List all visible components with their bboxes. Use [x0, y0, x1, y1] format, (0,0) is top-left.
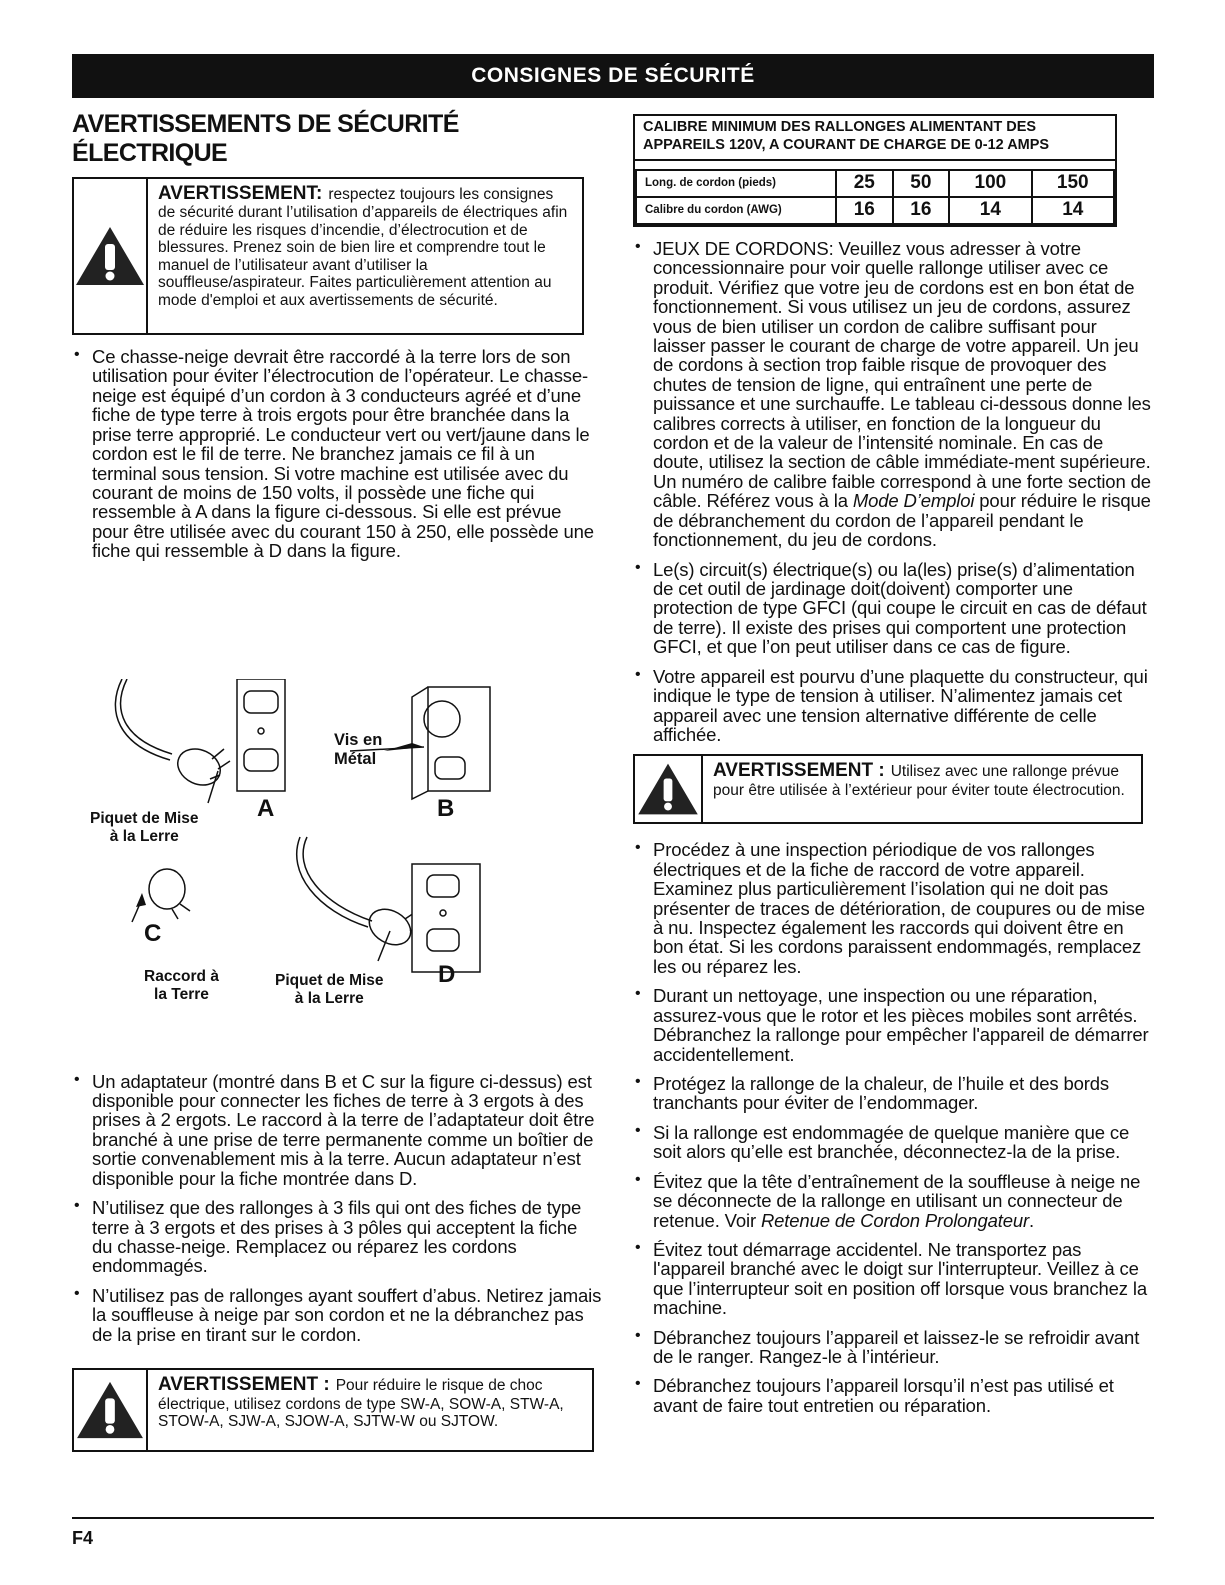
bullet-list-maintenance — [633, 840, 1153, 1415]
section-title: AVERTISSEMENTS DE SÉCURITÉ ÉLECTRIQUE — [72, 110, 459, 167]
item-text: Procédez à une inspection périodique de vos rallonges électriques et de la fiche de raccord de votre appareil. Examinez plus particulièrement l’isolation qui ne doit pas présenter de traces de détérioration, de coupures ou de mise à nu. Inspectez également les raccords qui doivent être en bon état. Si les cordons paraissent endommagés, remplacez les ou réparez les. — [653, 839, 1145, 977]
list-item — [633, 667, 1153, 745]
item-text: Protégez la rallonge de la chaleur, de l’huile et des bords tranchants pour éviter de l’endommager. — [653, 1073, 1110, 1114]
table-cell: 16 — [893, 197, 950, 224]
section-banner: CONSIGNES DE SÉCURITÉ — [72, 54, 1154, 98]
table-caption: CALIBRE MINIMUM DES RALLONGES ALIMENTANT DES APPAREILS 120V, A COURANT DE CHARGE DE 0-12 AMPS — [635, 116, 1115, 161]
table-cell: 150 — [1032, 170, 1114, 197]
list-item: • N’utilisez pas de rallonges ayant souffert d’abus. Netirez jamais la souffleuse à neige par son cordon et ne la débranchez pas de la prise en tirant sur le cordon. — [72, 1286, 602, 1344]
item-text: Débranchez toujours l’appareil lorsqu’il n’est pas utilisé et avant de faire tout entretien ou réparation. — [653, 1375, 1114, 1416]
item-text: Durant un nettoyage, une inspection ou une réparation, assurez-vous que le rotor et les pièces mobiles sont arrêtés. Débranchez la rallonge pour empêcher l'appareil de démarrer accidentellement. — [653, 985, 1149, 1065]
table-row — [636, 170, 1114, 197]
letter-d: D — [438, 960, 456, 988]
letter-b: B — [437, 794, 455, 822]
label-piquet-d: Piquet de Mise à la Lerre — [275, 971, 384, 1008]
gauge-table — [635, 169, 1115, 225]
list-item: • N’utilisez que des rallonges à 3 fils qui ont des fiches de type terre à 3 ergots et des prises à 3 pôles qui acceptent la fiche du chasse-neige. Remplacez ou réparez les cordons endommagés. — [72, 1198, 602, 1276]
item-text: Si la rallonge est endommagée de quelque manière que ce soit alors qu’elle est branchée, déconnectez-la de la prise. — [653, 1121, 1130, 1163]
warning-text-1 — [148, 179, 582, 333]
item-text: Évitez que la tête d’entraînement de la souffleuse à neige ne se déconnecte de la rallonge en utilisant un connecteur de retenue. Voir — [653, 1170, 1141, 1231]
cord-gauge-table — [633, 114, 1117, 227]
warning-triangle-icon — [74, 224, 146, 288]
item-text: . — [1029, 1209, 1035, 1231]
item-text: JEUX DE CORDONS: Veuillez vous adresser à votre concessionnaire pour voir quelle rallonge utiliser avec ce produit. Vérifiez que votre jeu de cordons est en bon état de fonctionnement. Si vous utilisez un jeu de cordons, assurez vous de bien utiliser un cordon de calibre suffisant pour laisser passer le courant de charge de votre appareil. Un jeu de cordons à section trop faible risque de provoquer des chutes de tension de ligne, qui entraînent une perte de puissance et une surchauffe. Le tableau ci-dessous donne les calibres corrects à utiliser, en fonction de la longueur du cordon et de la valeur de l’intensité nominale. En cas de doute, utilisez la section de câble immédiate-ment supérieure. Un numéro de calibre faible correspond à une forte section de câble. Référez vous à la — [653, 237, 1151, 512]
warning-box-1 — [72, 177, 584, 335]
label-vis-en-metal: Vis en Métal — [334, 730, 383, 769]
warning-icon — [74, 179, 148, 333]
table-cell: 50 — [893, 170, 950, 197]
warning-body: Pour réduire le risque de choc électrique, utilisez cordons de type SW-A, SOW-A, STW-A, STOW-A, SJW-A, SJOW-A, SJTW-W ou SJTOW. — [158, 1377, 564, 1431]
table-cell: 16 — [836, 197, 893, 224]
warning-label: AVERTISSEMENT : — [713, 760, 885, 782]
item-text: Le(s) circuit(s) électrique(s) ou la(les) prise(s) d’alimentation de cet outil de jardinage doit(doivent) comporter une protection de type GFCI (qui coupe le circuit en cas de défaut de terre). Il existe des prises qui comportent une protection GFCI, et que l’on peut utiliser dans ce cas de figure. — [653, 558, 1147, 658]
letter-c: C — [144, 919, 162, 947]
list-item — [633, 1172, 1153, 1230]
item-text: Débranchez toujours l’appareil et laissez-le se refroidir avant de le ranger. Rangez-le à l’intérieur. — [653, 1326, 1140, 1368]
row-header: Long. de cordon (pieds) — [636, 170, 836, 197]
warning-box-2 — [72, 1368, 594, 1452]
warning-label: AVERTISSEMENT : — [158, 1374, 330, 1396]
item-emphasis: Retenue de Cordon Prolongateur — [760, 1209, 1030, 1231]
list-item — [633, 1240, 1153, 1318]
footer-rule — [72, 1517, 1154, 1519]
warning-body: respectez toujours les consignes de sécurité durant l’utilisation d’appareils de électriques afin de réduire les risques d’incendie, d’électrocution et de blessures. Prenez soin de bien lire et comprendre tout le manuel de l’utilisateur avant d’utiliser la souffleuse/aspirateur. Faites particulièrement attention au mode d'emploi et aux avertissements de sécurité. — [158, 186, 568, 309]
warning-label: AVERTISSEMENT: — [158, 183, 323, 204]
warning-triangle-icon — [635, 761, 701, 817]
letter-a: A — [257, 794, 275, 822]
table-row — [636, 197, 1114, 224]
label-piquet-a: Piquet de Mise à la Lerre — [90, 809, 199, 846]
warning-icon — [74, 1370, 148, 1450]
row-header: Calibre du cordon (AWG) — [636, 197, 836, 224]
warning-text-2 — [148, 1370, 592, 1450]
page-number: F4 — [72, 1528, 94, 1548]
bullet-list-cords — [633, 239, 1153, 745]
list-item — [633, 1376, 1153, 1415]
warning-triangle-icon — [74, 1379, 146, 1441]
bullet-list-adapters — [72, 1072, 602, 1344]
list-item — [633, 1123, 1153, 1162]
list-item — [633, 1328, 1153, 1367]
bullet-list-grounding — [72, 347, 602, 561]
right-column — [633, 114, 1153, 1425]
left-column — [72, 110, 602, 1452]
item-emphasis: Mode D’emploi — [852, 490, 975, 512]
table-cell: 25 — [836, 170, 893, 197]
table-cell: 14 — [1032, 197, 1114, 224]
item-text: Évitez tout démarrage accidentel. Ne transportez pas l'appareil branché avec le doigt sur l'interrupteur. Veillez à ce que l’interrupteur soit en position off lorsque vous branchez la machine. — [653, 1238, 1147, 1319]
warning-icon — [635, 756, 703, 822]
list-item: • Un adaptateur (montré dans B et C sur la figure ci-dessus) est disponible pour connecter les fiches de terre à 3 ergots à des prises à 2 ergots. Le raccord à la terre de l’adaptateur doit être branché à une prise de terre permanente comme un boîtier de sortie convenablement mis à la terre. Aucun adaptateur n’est disponible pour la fiche montrée dans D. — [72, 1072, 602, 1189]
label-raccord: Raccord à la Terre — [144, 967, 219, 1004]
table-cell: 14 — [949, 197, 1031, 224]
list-item — [633, 560, 1153, 657]
item-text: pour réduire le risque de débranchement du cordon de l’appareil pendant le fonctionnement, du jeu de cordons. — [653, 490, 1151, 551]
warning-text-3 — [703, 756, 1141, 822]
plug-figure — [72, 679, 602, 1034]
table-cell: 100 — [949, 170, 1031, 197]
item-text: Votre appareil est pourvu d’une plaquette du constructeur, qui indique le type de tension à utiliser. N’alimentez jamais cet appareil avec une tension alternative différente de celle affichée. — [653, 665, 1148, 745]
warning-body: Utilisez avec une rallonge prévue pour être utilisée à l’extérieur pour éviter toute électrocution. — [713, 763, 1125, 799]
list-item: • Ce chasse-neige devrait être raccordé à la terre lors de son utilisation pour éviter l’électrocution de l’opérateur. Le chasse-neige est équipé d’un cordon à 3 conducteurs agréé et d’une fiche de type terre à trois ergots pour être branchée dans la prise terre approprié. Le conducteur vert ou vert/jaune dans le cordon est le fil de terre. Ne branchez jamais ce fil à un terminal sous tension. Si votre machine est utilisée avec du courant de moins de 150 volts, il possède une fiche qui ressemble à A dans la figure ci-dessous. Si elle est prévue pour être utilisée avec du courant 150 à 250, elle possède une fiche qui ressemble à D dans la figure. — [72, 347, 602, 561]
warning-box-3 — [633, 754, 1143, 824]
list-item — [633, 840, 1153, 976]
list-item — [633, 239, 1153, 550]
list-item — [633, 986, 1153, 1064]
list-item — [633, 1074, 1153, 1113]
